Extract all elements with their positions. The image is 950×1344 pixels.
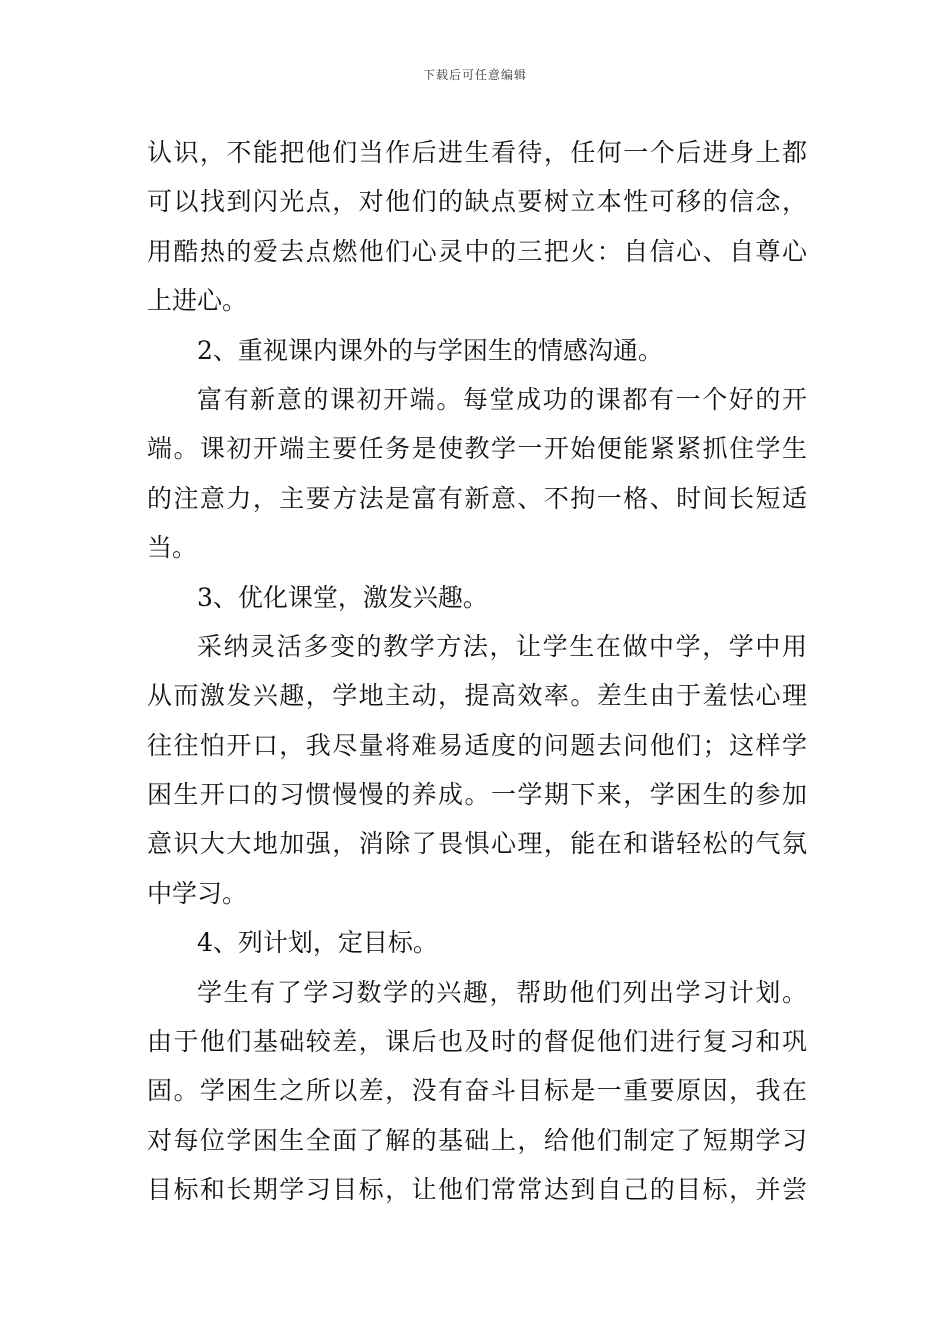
text-line: 当。 [147,533,198,563]
text-line: 往往怕开口，我尽量将难易适度的问题去问他们；这样学 [147,730,807,760]
text-line: 4、列计划，定目标。 [197,928,438,958]
text-line: 用酷热的爱去点燃他们心灵中的三把火：自信心、自尊心 [147,236,807,266]
text-line: 学生有了学习数学的兴趣，帮助他们列出学习计划。 [197,977,807,1007]
text-line: 上进心。 [147,286,248,316]
text-line: 中学习。 [147,878,248,908]
text-line: 固。学困生之所以差，没有奋斗目标是一重要原因，我在 [147,1076,807,1106]
text-line: 从而激发兴趣，学地主动，提高效率。差生由于羞怯心理 [147,681,807,711]
text-line: 目标和长期学习目标，让他们常常达到自己的目标，并尝 [147,1175,807,1205]
text-line: 可以找到闪光点，对他们的缺点要树立本性可移的信念， [147,187,807,217]
text-line: 2、重视课内课外的与学困生的情感沟通。 [197,335,663,365]
text-line: 的注意力，主要方法是富有新意、不拘一格、时间长短适 [147,483,807,513]
text-line: 对每位学困生全面了解的基础上，给他们制定了短期学习 [147,1125,807,1155]
text-line: 端。课初开端主要任务是使教学一开始便能紧紧抓住学生 [147,434,807,464]
document-body [147,128,807,1215]
text-line: 3、优化课堂，激发兴趣。 [197,582,488,612]
text-line: 富有新意的课初开端。每堂成功的课都有一个好的开 [197,384,807,414]
page-header: 下载后可任意编辑 [422,68,527,82]
text-line: 意识大大地加强，消除了畏惧心理，能在和谐轻松的气氛 [147,829,807,859]
text-line: 困生开口的习惯慢慢的养成。一学期下来，学困生的参加 [147,780,807,810]
text-line: 认识，不能把他们当作后进生看待，任何一个后进身上都 [147,138,807,167]
text-line: 由于他们基础较差，课后也及时的督促他们进行复习和巩 [147,1027,807,1057]
text-line: 采纳灵活多变的教学方法，让学生在做中学，学中用 [197,631,807,661]
